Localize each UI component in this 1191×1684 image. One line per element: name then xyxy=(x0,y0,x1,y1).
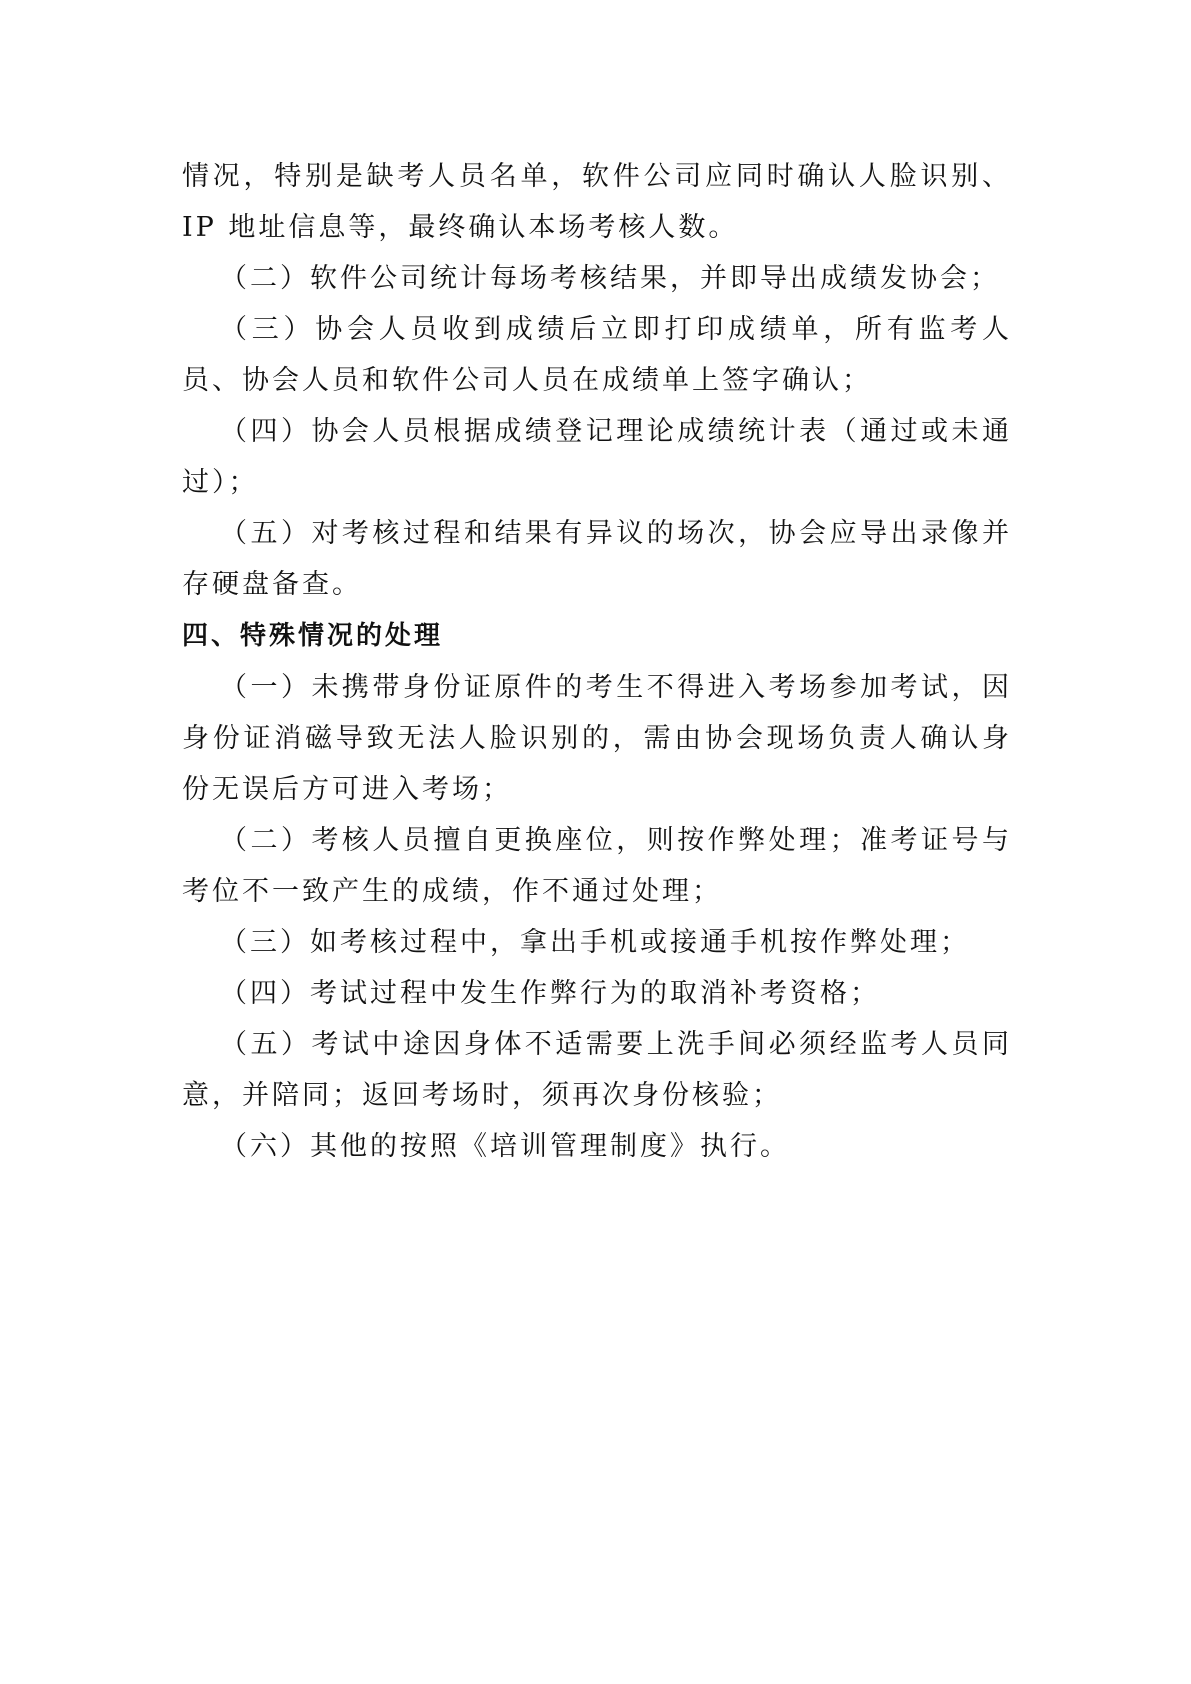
document-body xyxy=(182,151,1012,1172)
section-heading: 四、特殊情况的处理 xyxy=(182,621,444,651)
section-item-5: （五）考试中途因身体不适需要上洗手间必须经监考人员同意，并陪同；返回考场时，须再次身份核验； xyxy=(182,1029,1012,1111)
section-item-4: （四）考试过程中发生作弊行为的取消补考资格； xyxy=(220,978,880,1009)
paragraph-item-2: （二）软件公司统计每场考核结果，并即导出成绩发协会； xyxy=(220,263,1000,294)
paragraph-continuation: 情况，特别是缺考人员名单，软件公司应同时确认人脸识别、IP 地址信息等，最终确认本场考核人数。 xyxy=(182,161,1012,243)
section-item-1: （一）未携带身份证原件的考生不得进入考场参加考试，因身份证消磁导致无法人脸识别的，需由协会现场负责人确认身份无误后方可进入考场； xyxy=(182,672,1012,805)
section-item-2: （二）考核人员擅自更换座位，则按作弊处理；准考证号与考位不一致产生的成绩，作不通过处理； xyxy=(182,825,1012,907)
paragraph-item-4: （四）协会人员根据成绩登记理论成绩统计表（通过或未通过）； xyxy=(182,416,1012,498)
paragraph-item-3: （三）协会人员收到成绩后立即打印成绩单，所有监考人员、协会人员和软件公司人员在成绩单上签字确认； xyxy=(182,314,1012,396)
section-item-3: （三）如考核过程中，拿出手机或接通手机按作弊处理； xyxy=(220,927,970,958)
section-item-6: （六）其他的按照《培训管理制度》执行。 xyxy=(220,1131,790,1162)
paragraph-item-5: （五）对考核过程和结果有异议的场次，协会应导出录像并存硬盘备查。 xyxy=(182,518,1012,600)
